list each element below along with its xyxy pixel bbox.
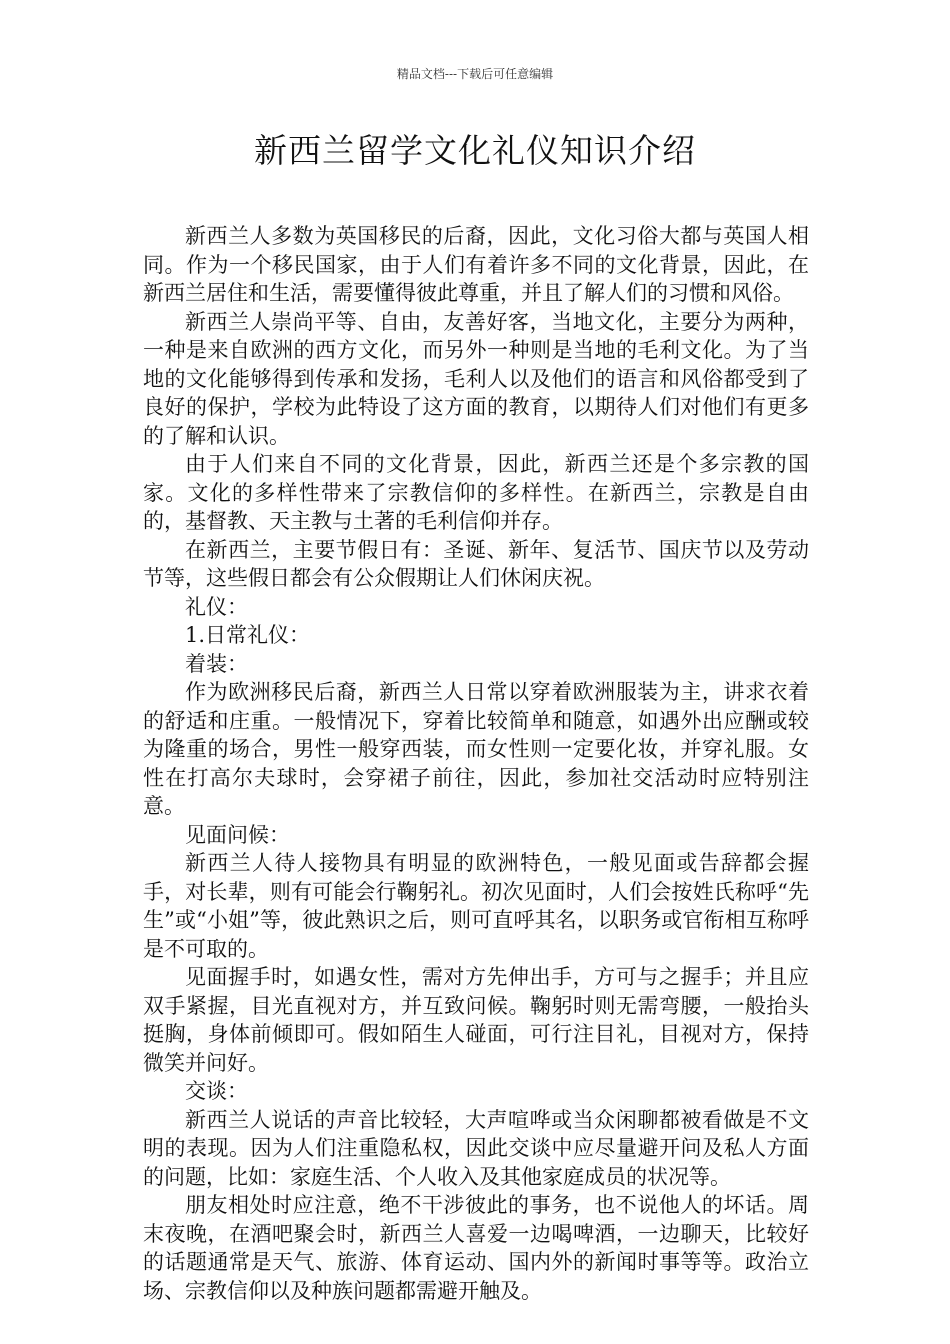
paragraph-conversation: 新西兰人说话的声音比较轻，大声喧哗或当众闲聊都被看做是不文明的表现。因为人们注重隐私权，因此交谈中应尽量避开问及私人方面的问题，比如：家庭生活、个人收入及其他家庭成员的状况等。 (143, 1107, 809, 1189)
topic-heading-dress: 着装： (185, 651, 248, 676)
paragraph-handshake: 见面握手时，如遇女性，需对方先伸出手，方可与之握手；并且应双手紧握，目光直视对方，并互致问候。鞠躬时则无需弯腰，一般抬头挺胸，身体前倾即可。假如陌生人碰面，可行注目礼，目视对方，保持微笑并问好。 (143, 965, 809, 1075)
topic-heading-greeting: 见面问候： (185, 822, 290, 847)
subsection-heading-daily: 1.日常礼仪： (185, 623, 311, 647)
page-title: 新西兰留学文化礼仪知识介绍 (254, 131, 696, 170)
paragraph-friends: 朋友相处时应注意，绝不干涉彼此的事务，也不说他人的坏话。周末夜晚，在酒吧聚会时，新西兰人喜爱一边喝啤酒，一边聊天，比较好的话题通常是天气、旅游、体育运动、国内外的新闻时事等等。政治立场、宗教信仰以及种族问题都需避开触及。 (143, 1193, 809, 1303)
document-body (143, 222, 809, 1305)
paragraph-greeting: 新西兰人待人接物具有明显的欧洲特色，一般见面或告辞都会握手，对长辈，则有可能会行鞠躬礼。初次见面时，人们会按姓氏称呼“先生”或“小姐”等，彼此熟识之后，则可直呼其名，以职务或官衔相互称呼是不可取的。 (143, 851, 809, 961)
topic-heading-conversation: 交谈： (185, 1079, 248, 1103)
paragraph-dress: 作为欧洲移民后裔，新西兰人日常以穿着欧洲服装为主，讲求衣着的舒适和庄重。一般情况下，穿着比较简单和随意，如遇外出应酬或较为隆重的场合，男性一般穿西装，而女性则一定要化妆，并穿礼服。女性在打高尔夫球时，会穿裙子前往，因此，参加社交活动时应特别注意。 (143, 680, 809, 818)
paragraph-holidays: 在新西兰，主要节假日有：圣诞、新年、复活节、国庆节以及劳动节等，这些假日都会有公众假期让人们休闲庆祝。 (143, 537, 809, 590)
section-heading-etiquette: 礼仪： (185, 594, 248, 619)
paragraph-culture: 新西兰人崇尚平等、自由，友善好客，当地文化，主要分为两种，一种是来自欧洲的西方文化，而另外一种则是当地的毛利文化。为了当地的文化能够得到传承和发扬，毛利人以及他们的语言和风俗都受到了良好的保护，学校为此特设了这方面的教育，以期待人们对他们有更多的了解和认识。 (143, 309, 809, 448)
paragraph-intro: 新西兰人多数为英国移民的后裔，因此，文化习俗大都与英国人相同。作为一个移民国家，由于人们有着许多不同的文化背景，因此，在新西兰居住和生活，需要懂得彼此尊重，并且了解人们的习惯和风俗。 (143, 224, 809, 305)
paragraph-religion: 由于人们来自不同的文化背景，因此，新西兰还是个多宗教的国家。文化的多样性带来了宗教信仰的多样性。在新西兰，宗教是自由的，基督教、天主教与土著的毛利信仰并存。 (143, 452, 809, 533)
header-note: 精品文档---下载后可任意编辑 (396, 67, 554, 81)
